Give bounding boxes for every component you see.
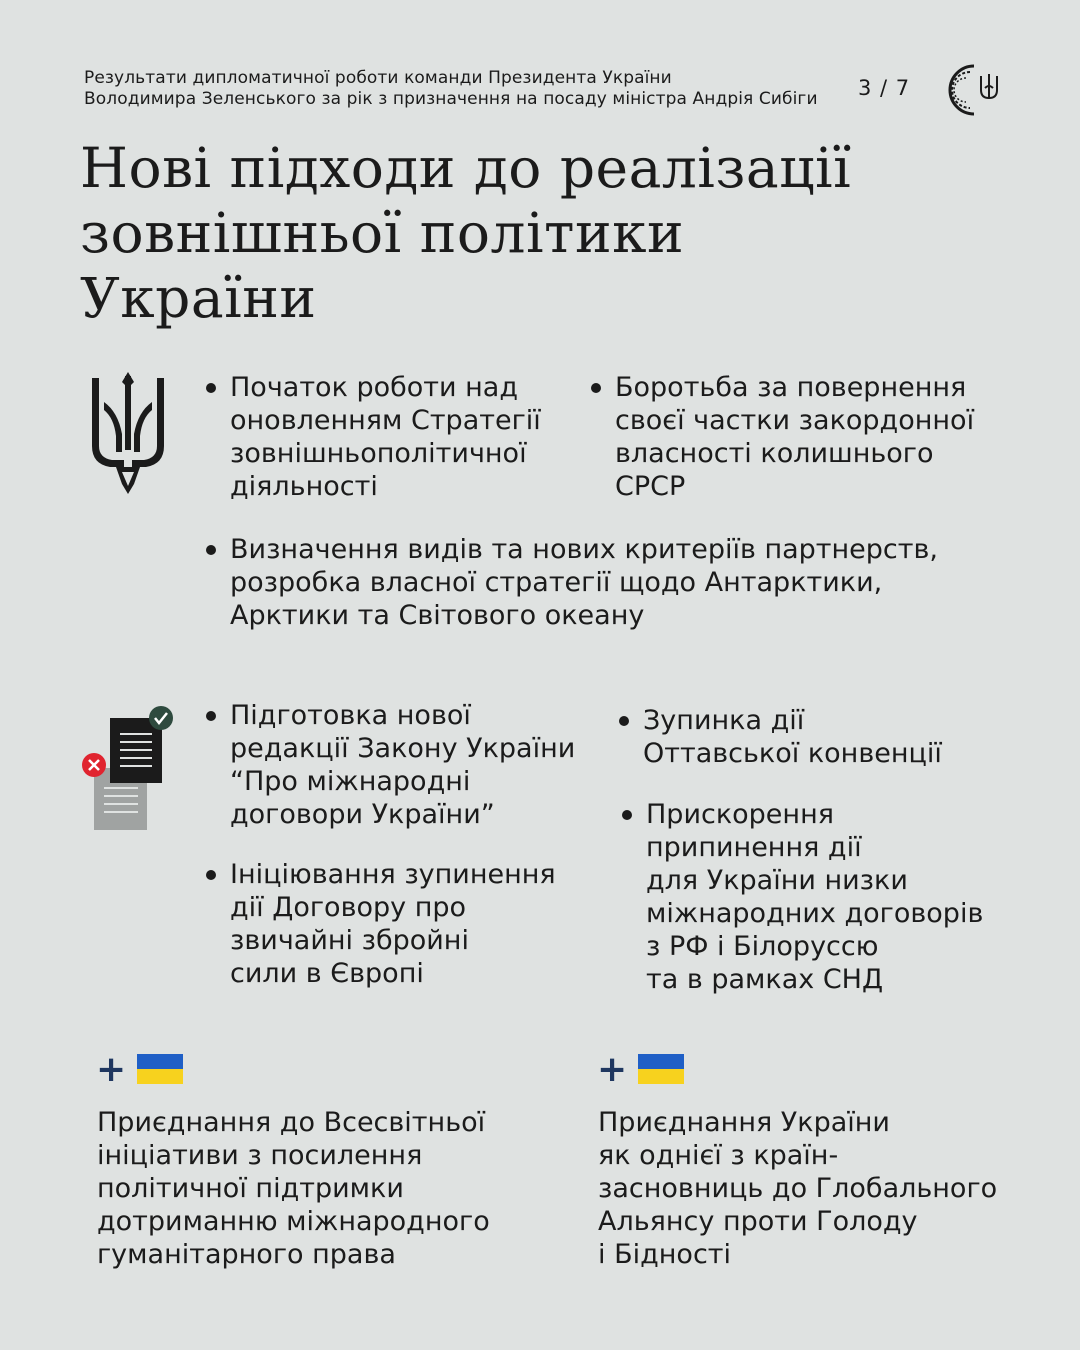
bullet-line: Зупинка дії: [643, 705, 805, 736]
join-initiative-text: [97, 1106, 490, 1271]
header-subtitle: [84, 68, 844, 110]
bullet-dot: [206, 870, 216, 880]
bullet-line: припинення дії: [646, 832, 862, 863]
bullet-line: “Про міжнародні: [230, 766, 471, 797]
bullet-line: редакції Закону України: [230, 733, 576, 764]
bullet-line: розробка власної стратегії щодо Антарктики,: [230, 567, 883, 598]
bullet-line: Оттавської конвенції: [643, 738, 942, 769]
join-line: гуманітарного права: [97, 1239, 396, 1270]
bullet-line: Арктики та Світового океану: [230, 600, 645, 631]
bullet-dot: [206, 545, 216, 555]
trident-icon: [88, 372, 168, 494]
bullet-partnerships: [230, 533, 938, 632]
bullet-line: міжнародних договорів: [646, 898, 984, 929]
header-subtitle-line-2: Володимира Зеленського за рік з призначення на посаду міністра Андрія Сибіги: [84, 89, 818, 109]
bullet-treaties-law: [230, 699, 575, 831]
join-line: Приєднання до Всесвітньої: [97, 1107, 486, 1138]
bullet-dot: [206, 711, 216, 721]
bullet-line: та в рамках СНД: [646, 964, 884, 995]
title-line-1: Нові підходи до реалізації: [80, 136, 852, 200]
bullet-line: договори України”: [230, 799, 495, 830]
join-line: Приєднання України: [598, 1107, 890, 1138]
title-line-3: України: [80, 266, 317, 330]
join-alliance-text: [598, 1106, 997, 1271]
bullet-cfe-treaty: [230, 858, 556, 990]
ministry-logo-icon: [948, 62, 1004, 118]
bullet-line: діяльності: [230, 471, 378, 502]
page-title: [80, 136, 980, 331]
bullet-line: Підготовка нової: [230, 700, 471, 731]
header-subtitle-line-1: Результати дипломатичної роботи команди Президента України: [84, 68, 672, 88]
join-line: дотриманню міжнародного: [97, 1206, 490, 1237]
bullet-strategy-update: [230, 371, 541, 503]
bullet-ussr-property: [615, 371, 974, 503]
bullet-line: Початок роботи над: [230, 372, 519, 403]
bullet-dot: [619, 716, 629, 726]
join-line: засновниць до Глобального: [598, 1173, 998, 1204]
plus-icon: +: [96, 1049, 127, 1090]
join-line: як однієї з країн-: [598, 1140, 839, 1171]
bullet-line: Боротьба за повернення: [615, 372, 967, 403]
bullet-line: СРСР: [615, 471, 686, 502]
bullet-line: оновленням Стратегії: [230, 405, 541, 436]
join-line: політичної підтримки: [97, 1173, 404, 1204]
bullet-dot: [622, 810, 632, 820]
bullet-line: Прискорення: [646, 799, 834, 830]
bullet-line: звичайні збройні: [230, 925, 469, 956]
bullet-line: дії Договору про: [230, 892, 467, 923]
ukraine-flag-icon: [638, 1054, 684, 1084]
bullet-line: сили в Європі: [230, 958, 424, 989]
bullet-line: з РФ і Білоруссю: [646, 931, 879, 962]
bullet-terminate-treaties: [646, 798, 983, 996]
bullet-line: власності колишнього: [615, 438, 934, 469]
page-counter: 3 / 7: [858, 76, 911, 100]
documents-icon: [80, 704, 178, 834]
bullet-line: Ініціювання зупинення: [230, 859, 556, 890]
bullet-line: для України низки: [646, 865, 908, 896]
bullet-ottawa-convention: [643, 704, 942, 770]
join-line: і Бідності: [598, 1239, 732, 1270]
plus-icon: +: [597, 1049, 628, 1090]
bullet-dot: [206, 383, 216, 393]
bullet-line: Визначення видів та нових критеріїв партнерств,: [230, 534, 938, 565]
bullet-line: своєї частки закордонної: [615, 405, 975, 436]
bullet-line: зовнішньополітичної: [230, 438, 527, 469]
ukraine-flag-icon: [137, 1054, 183, 1084]
bullet-dot: [591, 383, 601, 393]
join-line: Альянсу проти Голоду: [598, 1206, 918, 1237]
join-line: ініціативи з посилення: [97, 1140, 423, 1171]
title-line-2: зовнішньої політики: [80, 201, 685, 265]
